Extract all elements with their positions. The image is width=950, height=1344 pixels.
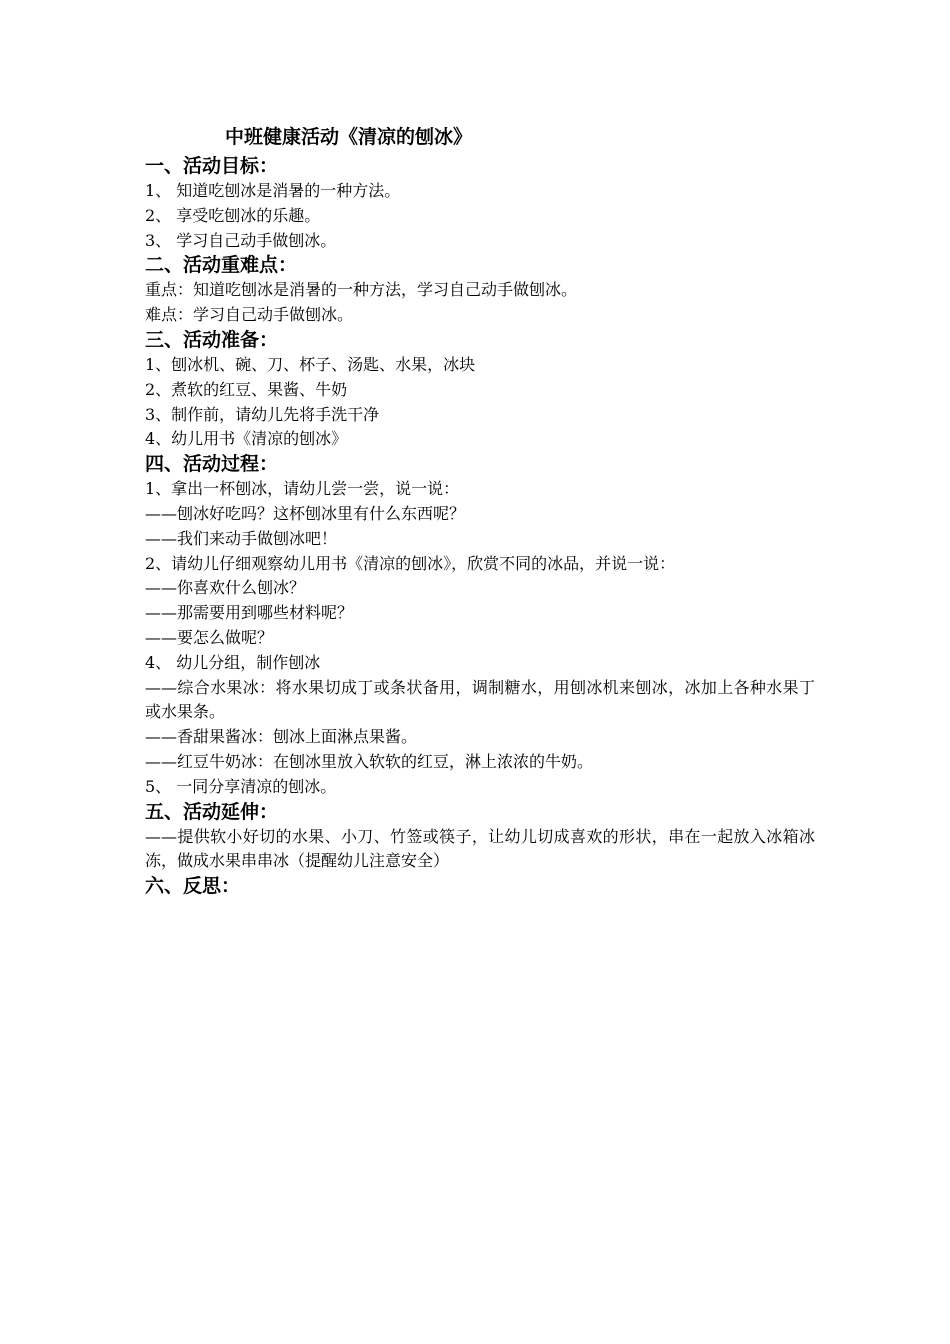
- text-line: ——红豆牛奶冰：在刨冰里放入软软的红豆，淋上浓浓的牛奶。: [145, 751, 594, 771]
- section-heading: 四、活动过程：: [145, 453, 279, 476]
- section-reflection: [145, 874, 815, 899]
- section-heading: 二、活动重难点：: [145, 254, 298, 277]
- text-line: 3、制作前，请幼儿先将手洗干净: [145, 404, 380, 424]
- section-extension: [145, 800, 815, 875]
- text-line: 3、 学习自己动手做刨冰。: [145, 230, 337, 250]
- section-key-points: [145, 253, 815, 328]
- section-goals: [145, 154, 815, 253]
- text-line: 2、 享受吃刨冰的乐趣。: [145, 205, 321, 225]
- text-line: ——我们来动手做刨冰吧！: [145, 528, 338, 548]
- document-title: 中班健康活动《清凉的刨冰》: [225, 126, 473, 148]
- text-line: 1、 知道吃刨冰是消暑的一种方法。: [145, 181, 401, 200]
- section-preparation: [145, 328, 815, 452]
- text-line: 1、拿出一杯刨冰，请幼儿尝一尝，说一说：: [145, 479, 460, 499]
- document-page: [145, 120, 815, 899]
- text-line: 4、 幼儿分组，制作刨冰: [145, 652, 321, 672]
- text-line: 2、请幼儿仔细观察幼儿用书《清凉的刨冰》，欣赏不同的冰品，并说一说：: [145, 553, 676, 573]
- text-line: 4、幼儿用书《清凉的刨冰》: [145, 429, 348, 449]
- text-line: 1、刨冰机、碗、刀、杯子、汤匙、水果，冰块: [145, 354, 476, 374]
- text-line: 重点：知道吃刨冰是消暑的一种方法，学习自己动手做刨冰。: [145, 280, 578, 300]
- text-line: 难点：学习自己动手做刨冰。: [145, 305, 354, 325]
- section-process: [145, 452, 815, 799]
- text-line: ——那需要用到哪些材料呢？: [145, 603, 354, 623]
- section-heading: 一、活动目标：: [145, 155, 279, 177]
- text-line: ——你喜欢什么刨冰？: [145, 578, 306, 598]
- section-heading: 三、活动准备：: [145, 328, 279, 351]
- text-line: 5、 一同分享清凉的刨冰。: [145, 776, 337, 796]
- text-line: ——刨冰好吃吗？这杯刨冰里有什么东西呢？: [145, 503, 466, 523]
- text-paragraph: ——综合水果冰：将水果切成丁或条状备用，调制糖水，用刨冰机来刨冰，冰加上各种水果丁或水果条。: [145, 677, 815, 722]
- section-heading: 六、反思：: [145, 875, 241, 898]
- text-line: ——香甜果酱冰：刨冰上面淋点果酱。: [145, 727, 418, 747]
- text-line: ——要怎么做呢？: [145, 627, 274, 647]
- section-heading: 五、活动延伸：: [145, 800, 279, 823]
- text-line: 2、煮软的红豆、果酱、牛奶: [145, 379, 348, 399]
- text-paragraph: ——提供软小好切的水果、小刀、竹签或筷子，让幼儿切成喜欢的形状，串在一起放入冰箱冰冻，做成水果串串冰（提醒幼儿注意安全）: [145, 826, 815, 871]
